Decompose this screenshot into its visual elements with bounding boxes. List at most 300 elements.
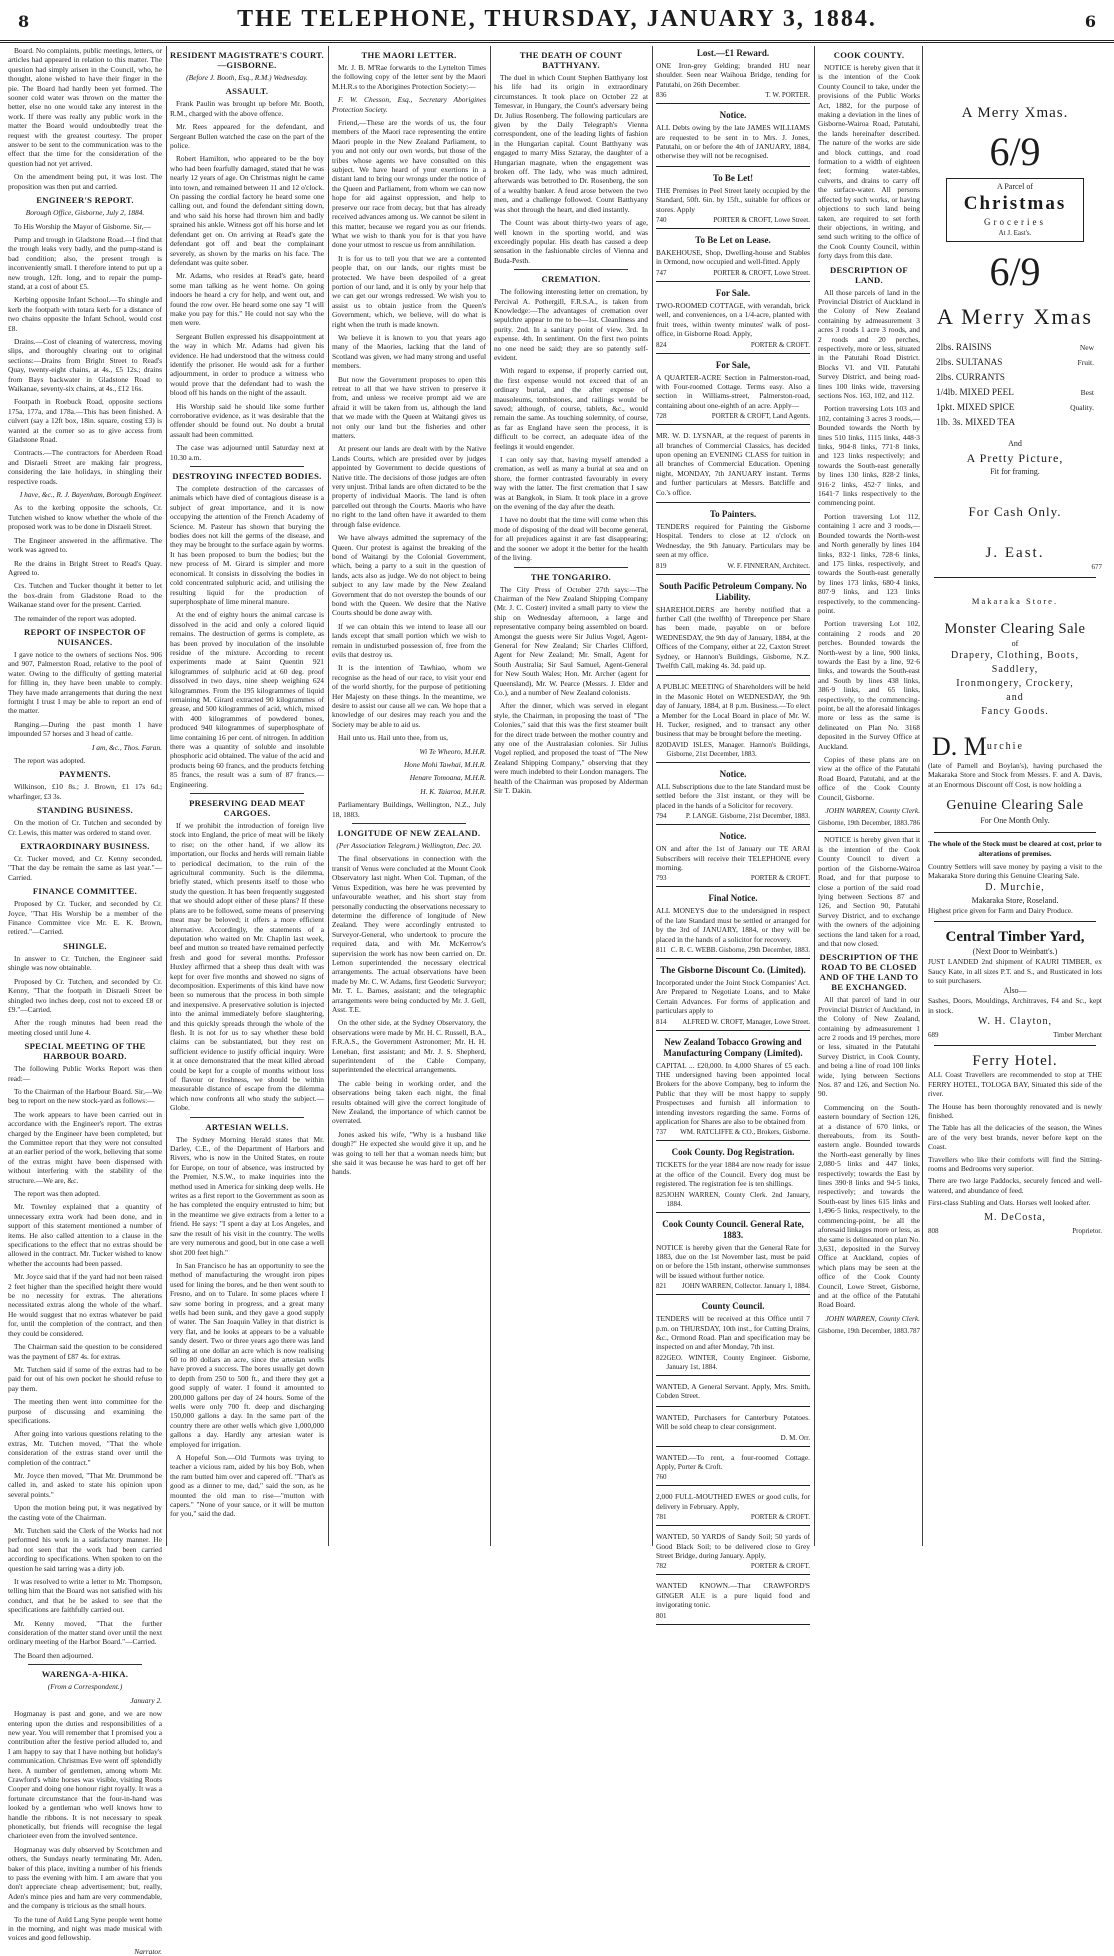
longitude-sub: (Per Association Telegram.) Wellington, Dec. 20. — [336, 841, 482, 851]
divider — [28, 1664, 142, 1665]
maori-address: F. W. Chesson, Esq., Secretary Aborigines Protection Society. — [332, 95, 486, 114]
paragraph: I gave notice to the owners of sections Nos. 906 and 907, Palmerston Road, relative to the pool of water. Owing to the difficulty of getting material for filling in, they have been unable to comply. They have made arrangements that during the next fortnight I trust I may be able to report an end of the matter. — [8, 649, 162, 716]
xmas-item-note: Best — [1080, 388, 1094, 397]
ad-footer — [656, 741, 810, 759]
christmas-label: Christmas — [963, 193, 1067, 214]
inspector-signature: I am, &c., Thos. Faran. — [91, 742, 162, 752]
ad-footer — [656, 216, 810, 225]
wanted-ad — [656, 1532, 810, 1575]
paragraph: Mr. Tutchen said the Clerk of the Works had not performed his work in a satisfactory manner. He had not seen that the work had been carried according to specifications. When spoken to on the question he said tarring was a dirty job. — [8, 1526, 162, 1573]
xmas-item — [936, 400, 1094, 415]
ad-body: BAKEHOUSE, Shop, Dwelling-house and Stables in Ormond, now occupied and well-fitted. Apply — [656, 248, 810, 267]
ad-signature: PORTER & CROFT, Land Agents. — [711, 412, 810, 421]
central-timber-sub: (Next Door to Weinbatt's.) — [972, 947, 1058, 957]
murchie-name: D. Murchie, — [985, 881, 1045, 893]
xmas-item-note: Fruit. — [1077, 358, 1094, 367]
classified-ad — [656, 769, 810, 825]
ad-body: TICKETS for the year 1884 are now ready for issue at the office of the Council. Every dog must be registered. The registration fee is ten shillings. — [656, 1160, 810, 1189]
paragraph: The Engineer answered in the affirmative. The work was agreed to. — [8, 535, 162, 555]
central-timber-title: Central Timber Yard, — [945, 929, 1085, 946]
paragraph: Wi Te Wheoro, M.H.R. — [419, 746, 486, 756]
wanted-body: WANTED.—To rent, a four-roomed Cottage. Apply, Porter & Croft. — [656, 1452, 810, 1471]
finance-heading: FINANCE COMMITTEE. — [32, 886, 138, 897]
ad-footer — [656, 412, 810, 421]
of-label: of — [1011, 639, 1019, 648]
wanted-signature: PORTER & CROFT. — [750, 1513, 810, 1522]
maori-close: Hail unto us. Hail unto thee, from us, — [338, 733, 449, 743]
ad-title: Lost.—£1 Reward. — [696, 48, 770, 58]
ad-title: To Be Let on Lease. — [695, 235, 771, 246]
ad-body: A PUBLIC MEETING of Shareholders will be held in the Masonic Hotel on WEDNESDAY, the 9th day of January, 1884, at 8 p.m. Business.—To elect a Member for the Local Board in place of Mr. W. H. Tucker, resigned, and to transact any other business that may be brought before the meeting. — [656, 682, 810, 739]
warenga-body — [8, 1709, 162, 1943]
ad-separator — [656, 1375, 810, 1376]
paragraph: Mr. Joyce said that if the yard had not been raised 2 feet higher than the specified height there would be no necessity for extras. The alterations necessitated extras along the whole of the wharf. He would suggest that no extras whatever be paid for, until the completion of the contract, and then they could be considered. — [8, 1272, 162, 1338]
paragraph: Mr. Joyce then moved, "That Mr. Drummond be called in, and asked to state his opinion upon several points." — [8, 1470, 162, 1499]
paragraph: Ranging.—During the past month I have impounded 57 horses and 3 head of cattle. — [8, 719, 162, 739]
wanted-ad — [656, 1492, 810, 1526]
ad-signature: ALFRED W. CROFT, Manager, Lowe Street. — [682, 1017, 810, 1026]
column-4 — [494, 46, 648, 1546]
classified-ad — [656, 110, 810, 167]
paragraph: Mr. Adams, who resides at Read's gate, heard some man talking as he went home. On going indoors he heard a cry for help, and went out, and found the row over. He heard some one say "I will make you pay for this." He could not say who the men were. — [170, 271, 324, 328]
paragraph: On the amendment being put, it was lost. The proposition was then put and carried. — [8, 172, 162, 191]
murchie-initials — [924, 733, 1106, 761]
ad-signature: GEO. WINTER, County Engineer. Gisborne, January 1st, 1884. — [666, 1353, 810, 1371]
ad-title: County Council. — [701, 1301, 765, 1312]
xmas-item-qty: 2lbs. SULTANAS — [936, 357, 1003, 367]
classified-ad — [656, 893, 810, 959]
wanted-body: WANTED, Purchasers for Canterbury Potatoes. Will be sold cheap to clear consignment. — [656, 1412, 810, 1432]
paragraph: Mr. Rees appeared for the defendant, and Sergeant Bullen watched the case on the part of the police. — [170, 122, 324, 151]
divider — [514, 567, 628, 568]
ad-footer — [656, 562, 810, 571]
ad-body: TENDERS required for Painting the Gisborne Hospital. Tenders to close at 12 o'clock on Wednesday, the 9th January. Particulars may be seen at my office. — [656, 521, 810, 560]
engineer-report-signature: I have, &c., R. J. Bayenham, Borough Engineer. — [19, 490, 162, 500]
ad-signature: WM. RATCLIFFE & CO., Brokers, Gisborne. — [680, 1128, 810, 1137]
merry-xmas-title-2: A Merry Xmas — [937, 304, 1093, 329]
paragraph: All that parcel of land in our Provincial District of Auckland, in the Colony of New Zealand, containing by admeasurement 1 acre 2 roods and 19 perches, more or less, situated in the Patutahi Survey District, in Cook County, and being a line of road 100 links wide, lying between Sections Nos. 87 and 126, and Section No. 90. — [818, 995, 921, 1099]
paragraph: Sergeant Bullen expressed his disappointment at the way in which Mr. Adams had given his evidence. He had understood that the witness could identify the prisoner. He would ask for a further adjournment, in order to produce a witness who would prove that the defendant had to wash the blood off his hands on the night of the assault. — [170, 331, 324, 398]
paragraph: Pump and trough in Gladstone Road.—I find that the trough leaks very badly, and the pump-stand is bad condition; also, the present trough is inconveniently small. I therefore intend to put up a new trough, 12ft. long, and to repair the pump-stand, at a cost of about £5. — [8, 234, 162, 291]
ad-footer — [656, 341, 810, 350]
ad-footer — [656, 1282, 810, 1291]
wanted-signature: PORTER & CROFT. — [750, 1562, 810, 1571]
display-advertisements — [924, 46, 1106, 1546]
ad-number: 814 — [656, 1017, 667, 1026]
shingle-body — [8, 954, 162, 1037]
ad-number: 794 — [656, 812, 667, 821]
paragraph: Proposed by Cr. Tutchen, and seconded by Cr. Kenny, "That the footpath in Disraeli Street be shingled two inches deep, cost not to exceed £8 or £9."—Carried. — [8, 976, 162, 1014]
paragraph: After going into various questions relating to the extras, Mr. Tutchen moved, "That the whole consideration of the extras stand over until the completion of the contract." — [8, 1429, 162, 1467]
goods-line: Ironmongery, Crockery, — [956, 678, 1074, 689]
ad-title: Cook County Council. General Rate, 1883. — [662, 1218, 804, 1240]
ad-number: 820 — [656, 740, 667, 749]
timber-description: JUST LANDED 2nd shipment of KAURI TIMBER, ex Saucy Kate, in all sizes P.T. and S., and Rusticated in lots to suit purchasers. — [928, 957, 1102, 986]
produce-note: Highest price given for Farm and Dairy Produce. — [928, 905, 1073, 915]
ad-title: New Zealand Tobacco Growing and Manufacturing Company (Limited). — [663, 1036, 803, 1058]
goods-line: Saddlery, — [991, 664, 1039, 675]
ad-number: 821 — [656, 1282, 667, 1291]
cremation-body — [494, 287, 648, 562]
paragraph: In San Francisco he has an opportunity to see the method of manufacturing the wrought iron pipes used for lining the bores, and he then went south to Fresno, and on to Tulare. In some places where I saw some boring in progress, and a great many wells had been sunk, and they gave a good supply of water. The San Joaquin Valley in that district is very flat, and he looks at appears to be a valuable sandy desert. Two or three years ago there was land selling at one dollar an acre which is now realising 60 to 80 dollars an acre, since the artesian wells have proved a success. The bores usually get down to depth from 250 to 500 ft., and there they get a good supply of water. I found it amounted to 200,000 gallons per day of 24 hours. Some of the wells were only 700 ft. deep and discharging 150,000 gallons a day. In the same part of the country there are other wells which give 1,000,000 gallons a day. Hardly any artesian water is employed for irrigation. — [170, 1260, 324, 1449]
jones-body: Jones asked his wife, "Why is a husband like dough?" He expected she would give it up, and he was going to tell her that a woman needs him; but she said it was because he was hard to get off her hands. — [332, 1129, 486, 1177]
ad-separator — [656, 424, 810, 425]
ad-signature: W. F. FINNERAN, Architect. — [727, 561, 810, 570]
ad-title: For Sale. — [715, 287, 751, 298]
ferry-paragraph: There are two large Paddocks, securely fenced and well-watered, and abundance of feed. — [928, 1176, 1102, 1195]
paragraph: If we prohibit the introduction of foreign live stock into England, the price of meat will be likely to rise; on the other hand, if we allow its importation, our flocks and herds will remain liable to periodical decimation, to the ruin of the agricultural community. Such is the dilemma, briefly stated, which presents itself to those who study the question. It has been frequently suggested that we should adopt either of these plans? If these plans are to be followed, some means of preserving meat may be beloved; it offers a more efficient alternative. Accordingly, the statements of a deputation who waited on Mr. Chaplin last week, beef and mutton so treated have remained perfectly fresh and good for several months. Professor Huxley affirmed that a sheep thus dealt with was kept for over five months and showed no signs of decomposition. Experiments of this kind have now been so numerous that the process in both simple and inexpensive. A preservative solution is injected into the animal immediately before slaughtering, and this quickly spreads through the whole of the flesh. It is not for us to say whether these bold claims can be substantiated, but they rest on sufficient evidence to justify official inquiry. Were it at once demonstrated that the meat killed abroad could be kept for a couple of months without loss of flavour or freshness, we should be within measurable distance of escape from the dilemma which now confronts all who study the subject.—Globe. — [170, 821, 324, 1113]
paragraph: The duel in which Count Stephen Batthyany lost his life had its origin in extraordinary circumstances. It took place on October 22 at Temesvar, in Hungary, the Count's adversary being Dr. Julius Rosenberg. The following particulars are given by the Daily Telegraph's Vienna correspondent, one of the leading lights of fashion in the Hungarian capital. Count Batthyany was engaged to marry Miss Sztaray, the daughter of a Hungarian magnate, when the engagement was broken off. The lady, who was much admired, afterwards was betrothed to Dr. Rosenberg, the son of a wealthy banker. A feud arose between the two men, and a challenge followed. Count Batthyany was shot through the heart, and died instantly. — [494, 73, 648, 214]
engineer-report-heading: ENGINEER'S REPORT. — [36, 195, 134, 206]
ad-separator — [656, 886, 810, 887]
at-east-label: At J. East's. — [998, 229, 1032, 237]
engineer-report-body — [8, 222, 162, 487]
ad-separator — [656, 1574, 810, 1575]
paragraph: Re the drains in Bright Street to Read's Quay. Agreed to. — [8, 558, 162, 577]
ad-separator — [656, 1030, 810, 1031]
column-6-cook-county — [818, 46, 920, 1546]
cook-county-heading: COOK COUNTY. — [833, 50, 905, 60]
column-rule — [490, 46, 491, 1546]
ferry-hotel-body — [924, 1070, 1106, 1207]
paragraph: Robert Hamilton, who appeared to be the boy who had been fearfully damaged, stated that he was nearly 12 years of age. On Christmas night he came into town, and remained between 11 and 12 o'clock. On passing the cordial factory he heard some one calling out, and found the defendant sitting down, and who said his horse had thrown him and badly sprained his ankle. Witness got off his horse and let defendant get on. On arriving at Read's gate the defendant got off and beat the complainant severely, as shown by the marks on his face. The defendant was quite sober. — [170, 154, 324, 267]
ad-title: To Be Let! — [712, 172, 754, 183]
paragraph: Portion traversing Lots 103 and 102, containing 3 acres 3 roods,—Bounded towards the North by lines 510 links, 1115 links, 448·3 links, 904·8 links, 771·8 links, and 123 links respectively; and towards the South-east generally by lines 130 links, 828·2 links, 916·2 links, 452·7 links, and 1641·7 links respectively to the commencing point. — [818, 404, 920, 508]
ad-separator — [656, 1212, 810, 1213]
paragraph: With regard to expense, if properly carried out, the first expense would not exceed that of an ordinary burial, and the after expense of mausoleums, tombstones, and railings would be saved; although, of course, tablets, &c., would remain the same. As touching solemnity, of course, as far as England have seen the process, it is difficult to be correct, an adequate idea of the feelings it would engender. — [494, 366, 648, 451]
paragraph: It is for us to tell you that we are a contented people that, on our lands, our rights must be protected. We have been despoiled of a great portion of our land, and it is only by your help that we can get our wrongs redressed. We wish you to assist us to obtain justice from the Queen's Government, which, we believe, will do what is right when the truth is made known. — [332, 253, 486, 329]
xmas-item-qty: 2lbs. RAISINS — [936, 342, 992, 352]
land-description-2 — [818, 995, 920, 1309]
ad-title: The Gisborne Discount Co. (Limited). — [660, 964, 806, 975]
murchie-initials-letters: D. M — [932, 732, 987, 761]
ad-separator — [656, 824, 810, 825]
paragraph: The remainder of the report was adopted. — [14, 613, 137, 623]
classified-ad — [656, 235, 810, 282]
divider — [352, 823, 466, 824]
ad-footer — [656, 812, 810, 821]
ad-separator — [656, 675, 810, 676]
xmas-item — [936, 355, 1094, 370]
paragraph: The following interesting letter on cremation, by Percival A. Pothergill, F.R.S.A., is taken from Knowledge:—The advantages of cremation over sepulchre appear to me to be—1st. Cleanliness and purity. 2nd. In a sanitary point of view. 3rd. In expense. 4th. In sentiment. On the first two points no one need be said; they are so patently self-evident. — [494, 287, 648, 362]
ferry-paragraph: The House has been thoroughly renovated and is newly finished. — [928, 1101, 1102, 1120]
ad-number: 793 — [656, 874, 667, 883]
ad-footer — [656, 91, 810, 100]
paragraph: After the rough minutes had been read the meeting closed until June 4. — [8, 1018, 162, 1037]
paragraph: Copies of these plans are on view at the office of the Patutahi Road Board, Patutahi, and at the office of the Cook County Council, Gisborne. — [818, 755, 920, 802]
xmas-item-list — [936, 340, 1094, 430]
paragraph: Hone Mohi Tawhai, M.H.R. — [403, 760, 486, 770]
ad-footer — [656, 1191, 810, 1209]
paragraph: His Worship said he should like some further corroborative evidence, as it was desirable that the offender should be found out. No doubt a brutal assault had been committed. — [170, 401, 324, 439]
finance-body: Proposed by Cr. Tucker, and seconded by Cr. Joyce, "That His Worship be a member of the Finance Committee vice Mr. E. K. Brown, retired."—Carried. — [8, 899, 162, 937]
death-heading: THE DEATH OF COUNT BATTHYANY. — [519, 50, 623, 70]
paragraph: The cable being in working order, and the observations being taken each night, the final results obtained will give the correct longitude of New Zealand, the importance of which cannot be overrated. — [332, 1078, 486, 1126]
paragraph: Portion traversing Lot 102, containing 2 roods and 20 perches. Bounded towards the North-west by a line, 900 links, towards the East by a line, 92·6 links, and towards the South-east and South by lines 438 links, 386·9 links, and 65 links, respectively, to the commencing-point, be all the aforesaid linkages more or less as the same is delineated on Plan No. 3168 deposited in the Survey Office at Auckland. — [818, 619, 920, 751]
assault-heading: ASSAULT. — [225, 86, 269, 97]
paragraph: The Board then adjourned. — [14, 1650, 94, 1660]
cremation-heading: CREMATION. — [541, 274, 601, 285]
paragraph: In answer to Cr. Tutchen, the Engineer said shingle was now obtainable. — [8, 953, 162, 973]
classified-ad — [656, 1301, 810, 1376]
parcel-price-2: 6/9 — [989, 249, 1041, 294]
ad-signature: P. LANGE. Gisborne, 21st December, 1883. — [685, 812, 810, 821]
paragraph: The following Public Works Report was then read:— — [8, 1064, 162, 1083]
classified-ad — [656, 288, 810, 354]
col1-intro — [8, 46, 162, 191]
ad-signature: PORTER & CROFT. — [750, 874, 810, 883]
ad-signature: T. W. PORTER. — [765, 91, 810, 100]
paragraph: We believe it is known to you that years ago many of the Maories, lacking that the land of Scotland was given, we had many strong and useful members. — [332, 332, 486, 371]
paragraph: Portion traversing Lot 112, containing 1 acre and 3 roods,—Bounded towards the North-west and North generally by lines 104 links, 832·1 links, 728·6 links, and 175 links, respectively, and towards the South-east generally by lines 173 links, 680·4 links, 807·9 links, and 123 links respectively, to the commencing-point. — [818, 511, 920, 615]
maori-heading: THE MAORI LETTER. — [361, 50, 457, 60]
ad-body: TWO-ROOMED COTTAGE, with verandah, brick well, and conveniences, on a 1/4-acre, planted with fruit trees, within twenty minutes' walk of post-office, in Gisborne Road. Apply, — [656, 300, 810, 339]
maori-intro: Mr. J. B. M'Rae forwards to the Lyttelton Times the following copy of the letter sent by the Maori M.H.R.s to the Aborigines Protection Society:— — [332, 63, 486, 91]
classified-ad — [656, 965, 810, 1031]
paragraph: The Sydney Morning Herald states that Mr. Darley, C.E., of the Department of Harbors and Rivers, who is now in the United States, en route for Europe, on tour of absence, was instructed by the Premier, N.S.W., to make inquiries into the method used in America for sinking deep wells. He writes as a first report to the Government as soon as he has completed the enquiry entrusted to him; but in the meantime we give extracts from a letter to a friend. He says: "I spent a day at Los Angeles, and saw the result of his visit in the country. The wells are very numerous and good, but in one case a well shot 200 feet high." — [170, 1134, 324, 1257]
ad-separator — [656, 228, 810, 229]
paragraph: We have always admitted the supremacy of the Queen. Our protest is against the breaking of the bond of Waitangi by the Colonial Government, which, being a party to a suit in the question of lands, acts also as judge. We do not object to being subject to any law made by the New Zealand Government that do not overstep the bounds of our bond with the Queen. We desire that the Native Courts should be done away with. — [332, 533, 486, 618]
extra-body: Cr. Tucker moved, and Cr. Kenny seconded, "That the day be remain the same as last year."—Carried. — [8, 854, 162, 882]
ad-separator — [656, 1624, 810, 1625]
murchie-description: (late of Parnell and Boylan's), having purchased the Makaraka Store and Stock from Messrs. F. and A. Davis, at an Enormous Discount off Cost, is now holding a — [928, 761, 1102, 789]
payments-body: Wilkinson, £10 8s.; J. Brown, £1 17s 6d.; wharfinger, £3 3s. — [8, 782, 162, 801]
cook-county-notice-1: NOTICE is hereby given that it is the intention of the Cook County Council to take, under the provisions of the Public Works Act, 1882, for the purpose of making a deviation in the lines of Gisborne-Wairoa Road, Patutahi, the lands hereinafter described. The nature of the works are side and block cuttings, and road formation to a width of eighteen feet; forming water-tables, culverts, and drains to carry off the surface-water. All persons affected by such works, or having objections to such land being taken, are required to set forth their objections, in writing, and send such writing to the office of the Cook County Council, within forty days from this date. — [818, 63, 920, 261]
classified-ad — [656, 1147, 810, 1212]
also-label: Also— — [1003, 986, 1027, 996]
paragraph: The case was adjourned until Saturday next at 10.30 a.m. — [170, 443, 324, 462]
paragraph: The final observations in connection with the transit of Venus were concluded at the Mount Cook Observatory last night. When Col. Tupman, of the Venus Expedition, was here he was prevented by unfavourable weather, and his short stay from personally conducting the observations necessary to determine the difference of longitude of New Zealand. They were accordingly entrusted to Surveyor-General, who undertook to procure the required data, and with Mr. McKerrow's supervision the work has now been carried on. Dr. Lemon superintended the necessary electrical arrangements. The actual observations have been made by Mr. C. W. Adams, first Geodetic Surveyor; Mr. T. L. Barnes, assistant; and the telegraphic arrangements were being conducted by Mr. J. Gell, Asst. T.E. — [332, 854, 486, 1014]
ad-separator — [656, 1525, 810, 1526]
longitude-body — [332, 854, 486, 1125]
xmas-item — [936, 415, 1094, 430]
one-month-label: For One Month Only. — [980, 816, 1050, 826]
preserving-body — [170, 821, 324, 1113]
divider — [514, 269, 628, 270]
column-2 — [170, 46, 324, 1546]
ad-number: 825 — [656, 1190, 667, 1199]
wanted-ad — [656, 1382, 810, 1407]
paragraph: Board. No complaints, public meetings, letters, or articles had appeared in relation to this matter. The question had simply arisen in the Council, who, he thought, alone wished to have their finger in the pie. The Board had hardly been yet formed. The sooner cold water was thrown on the matter the better, else no one would take any interest in the work. If there was really any public work in the matter the Board would undoubtedly treat the request with the greatest courtesy. The proper answer to be sent to the communication was to the effect that the time for the consideration of the question had not yet arrived. — [8, 46, 162, 168]
ad-number: 747 — [656, 268, 667, 277]
ad-title: Notice. — [719, 110, 747, 121]
parcel-price: 6/9 — [989, 129, 1041, 174]
classified-ad — [656, 682, 810, 762]
columns — [8, 46, 1106, 1956]
notice-1-date: Gisborne, 19th December, 1883. — [818, 819, 910, 828]
ad-body: ON and after the 1st of January our TE ARAI Subscribers will receive their TELEPHONE every morning. — [656, 844, 810, 872]
maori-body — [332, 118, 486, 729]
paragraph: I can only say that, having myself attended a cremation, as well as many a burial at sea and on shore, the former contrasted favourably in every way with the latter. The first cremation that I saw was at Bangkok, in Siam. It took place in a grove on the evening of the day after the death. — [494, 455, 648, 512]
paragraph: To His Worship the Mayor of Gisborne. Sir,— — [14, 221, 152, 231]
shingle-heading: SHINGLE. — [63, 940, 107, 951]
ad-separator — [656, 1140, 810, 1141]
paragraph: Mr. Townley explained that a quantity of unnecessary extra work had been done, and in support of this statement mentioned a number of items. He also called attention to a clause in the specifications to the effect that no extras should be allowed in the contract. Mr. Tucker wished to know whether the accounts had been passed. — [8, 1202, 162, 1268]
ad-separator — [656, 1485, 810, 1486]
ad-separator — [934, 577, 1096, 578]
ad-body: TENDERS will be received at this Office until 7 p.m. on THURSDAY, 10th inst., for Cutting Drains, &c., Ormond Road. Plan and specification may be inspected on and after Monday, 7th inst. — [656, 1314, 810, 1352]
harbour-heading: SPECIAL MEETING OF THE HARBOUR BOARD. — [24, 1041, 146, 1062]
paragraph: It is the intention of Tawhiao, whom we recognise as the head of our race, to visit your end of the world shortly, for the purpose of petitioning Her Majesty on these things. In the meantime, we desire to assist our cause all we can. We hope that a knowledge of our desires may reach you and the Society may be able to aid us. — [332, 663, 486, 729]
ad-body: A QUARTER-ACRE Section in Palmerston-road, with Four-roomed Cottage. Terms easy. Also a section in Williams-street, Palmerston-road, containing about one-eighth of an acre. Apply— — [656, 372, 810, 410]
paragraph: As to the kerbing opposite the schools, Cr. Tutchen wished to know whether the whole of the proposed work was to be done in Disraeli Street. — [8, 503, 162, 532]
proprietor-name: M. DeCosta, — [984, 1211, 1046, 1223]
ad-body: THE Premises in Peel Street lately occupied by the Standard, 50ft. 6in. by 15ft., suitable for offices or stores. Apply — [656, 185, 810, 214]
divider — [190, 1117, 304, 1118]
ad-separator — [818, 831, 920, 832]
county-clerk-signature-2: JOHN WARREN, County Clerk. — [825, 1313, 920, 1323]
ad-separator — [656, 1406, 810, 1407]
preserving-heading: PRESERVING DEAD MEAT CARGOES. — [189, 798, 305, 819]
goods-line: Fancy Goods. — [981, 706, 1049, 717]
xmas-item-note: New — [1079, 343, 1094, 352]
ad-body: MR. W. D. LYSNAR, at the request of parents in all branches of Commercial Classics, has decided upon opening an EVENING CLASS for tuition in all branches of Commercial Education. Opening night, MONDAY, 7th JANUARY instant. Terms and further particulars at Messrs. Batcliffe and Co.'s office. — [656, 431, 810, 497]
cook-county-notice-2: NOTICE is hereby given that it is the intention of the Cook County Council to divert a portion of the Gisborne-Wairoa Road, and for that purpose to close a portion of the said road lying between Sections 87 and 126, and Section 90, Patutahi Survey District, and to exchange with the owners of the adjoining sections the land taken for a road, and that now closed. — [818, 835, 920, 948]
groceries-label: Groceries — [984, 217, 1046, 227]
harbour-body — [8, 1064, 162, 1660]
warenga-heading: WARENGA-A-HIKA. — [41, 1669, 129, 1680]
column-1 — [8, 46, 162, 1956]
discussion-body — [8, 503, 162, 622]
ad-footer — [656, 1018, 810, 1027]
ad-signature: JOHN WARREN, Collector. January 1, 1884. — [682, 1282, 810, 1291]
ferry-ad-number: 808 — [928, 1226, 939, 1235]
ferry-footer — [928, 1227, 1102, 1235]
ad-number: 811 — [656, 945, 667, 954]
classified-ad — [656, 581, 810, 677]
ad-separator — [656, 502, 810, 503]
longitude-heading: LONGITUDE OF NEW ZEALAND. — [337, 828, 481, 839]
engineer-report-dateline: Borough Office, Gisborne, July 2, 1884. — [25, 208, 145, 218]
masthead-title: THE TELEPHONE, THURSDAY, JANUARY 3, 1884. — [237, 6, 877, 32]
wanted-number: 782 — [656, 1562, 667, 1571]
road-closed-heading: DESCRIPTION OF THE ROAD TO BE CLOSED AND OF THE LAND TO BE EXCHANGED. — [819, 952, 919, 993]
paragraph: Drains.—Cost of cleaning of watercress, moving slips, and thoroughly clearing out to original sections:—Drains from Bright Street to Read's Quay, twenty-eight chains, at 4s., £5 12s.; drains from Bays backwater in Gladstone Road to Waikanae, seventy-six chains, at 4s., £12 16s. — [8, 336, 162, 393]
xmas-item — [936, 385, 1094, 400]
ferry-paragraph: Travellers who like their comforts will find the Sitting-rooms and Bedrooms very superior. — [928, 1154, 1102, 1173]
parcel-of-label: A Parcel of — [997, 182, 1033, 191]
warenga-sub: (From a Correspondent.) — [47, 1682, 123, 1692]
murchie-address: Makaraka Store, Roseland. — [971, 895, 1059, 905]
ad-body: CAPITAL ... £20,000. In 4,000 Shares of £5 each. THE undersigned having been appointed local Brokers for the above Company, beg to inform the Public that they will be most happy to supply Prospectuses and furnish all information to intending investors regarding the same. Forms of application for Shares are also to be obtained from — [656, 1060, 810, 1126]
paragraph: The Count was about thirty-two years of age, well known in the sporting world, and was exceedingly popular. His death has caused a deep sensation in the fashionable circles of Vienna and Buda-Pesth. — [494, 218, 648, 265]
j-east-signature: J. East. — [985, 545, 1045, 561]
xmas-item-note: Quality. — [1070, 403, 1094, 412]
genuine-sale-title: Genuine Clearing Sale — [946, 798, 1084, 814]
wanted-body: WANTED KNOWN.—That CRAWFORD'S GINGER ALE is a pure liquid food and invigorating tonic. — [656, 1581, 810, 1610]
wanted-number: 801 — [656, 1611, 667, 1620]
inspector-adopted: The report was adopted. — [14, 756, 86, 765]
destroying-body — [170, 484, 324, 789]
paragraph: The report was then adopted. — [14, 1189, 100, 1198]
paragraph: Hogmanay was duly observed by Scotchmen and others, the Sundays nearly terminating Mr. Aden, baker of this place, inviting a number of his friends to pass the evening with him. I am aware that you don't appreciate cheap advertisement; but, really, Aden's mince pies and ham are very commendable, and the company is tricious as the small hours. — [8, 1844, 162, 1911]
monster-sale-title: Monster Clearing Sale — [944, 621, 1086, 637]
ad-separator — [656, 353, 810, 354]
paragraph: Mr. Tutchen said if some of the extras had to be paid for out of his own pocket he should refuse to pay them. — [8, 1364, 162, 1393]
xmas-item-qty: 1/4lb. MIXED PEEL — [936, 387, 1014, 397]
clayton-title: Timber Merchant — [1053, 1031, 1102, 1040]
wanted-number: 781 — [656, 1513, 667, 1522]
murchie-initials-rest: urchie — [986, 741, 1024, 752]
paragraph: To the Chairman of the Harbour Board. Sir,—We beg to report on the new stock-yard as follows:— — [8, 1086, 162, 1106]
classified-ad — [656, 831, 810, 887]
clayton-footer — [928, 1031, 1102, 1039]
classified-ad — [656, 360, 810, 426]
cash-only-label: For Cash Only. — [968, 504, 1062, 519]
ad-footer — [656, 1128, 810, 1137]
xmas-item-qty: 2lbs. CURRANTS — [936, 372, 1005, 382]
extra-heading: EXTRAORDINARY BUSINESS. — [20, 841, 150, 852]
column-rule — [328, 46, 329, 1546]
ad-body: SHAREHOLDERS are hereby notified that a further Call (the twelfth) of Threepence per Share has been made, payable on or before WEDNESDAY, the 9th day of January, 1884, at the Offices of the Company, either at 22, Caxton Street Sydney, or Hannon's Buildings, Gisborne, N.Z. Twelfth Call, making 4s. 3d. paid up. — [656, 604, 810, 671]
wanted-ad — [656, 1453, 810, 1487]
paragraph: On the other side, at the Sydney Observatory, the observations were made by Mr. H. C. Russell, B.A., F.R.A.S., the Government Astronomer; Mr. H. H. Lenehan, first assistant; and Mr. J. S. Shepherd, superintendent of the Cable Company, superintended the electrical arrangements. — [332, 1018, 486, 1075]
maori-signatories — [332, 747, 486, 797]
paragraph: But now the Government proposes to open this retreat to all that we have striven to preserve it from, and unless we receive prompt aid we are afraid it will be taken from us, although the land that we made with the Queen at Waitangi gives us not only our land but the fisheries and other matters. — [332, 374, 486, 441]
paragraph: Mr. Kenny moved, "That the further consideration of the matter stand over until the next ordinary meeting of the Harbor Board."—Carried. — [8, 1618, 162, 1647]
death-body — [494, 73, 648, 265]
ad-number: 740 — [656, 216, 667, 225]
resident-heading: RESIDENT MAGISTRATE'S COURT.—GISBORNE. — [170, 50, 324, 70]
ad-separator — [656, 574, 810, 575]
goods-line: and — [1006, 692, 1024, 703]
paragraph: Crs. Tutchen and Tucker thought it better to let the box-drain from Gladstone Road to the Waikanae stand over for the present. Carried. — [8, 581, 162, 610]
resident-sub: (Before J. Booth, Esq., R.M.) Wednesday. — [186, 73, 308, 82]
merry-xmas-title: A Merry Xmas. — [961, 105, 1069, 121]
paragraph: Commencing on the South-eastern boundary of Section 126, at a distance of 670 links, or thereabouts, from its South-eastern angle. Bounded towards the North-east generally by lines 2,080·5 links and 447 links, respectively; towards the East by lines 390·8 links and 94·5 links, respectively; and towards the South-east by lines 615 links and 1,496·5 links, respectively, to the commencing-point, be all the aforesaid linkages more or less, as the same is delineated on plan No. 3,631, deposited in the Survey Office at Auckland, copies of which plans may be seen at the office of the Cook County Council, Lowe Street, Gisborne, and at the office of the Patutahi Road Board. — [818, 1102, 920, 1310]
land-description-1 — [818, 288, 920, 803]
page-number-right: 6 — [1084, 12, 1096, 31]
paragraph: Friend,—These are the words of us, the four members of the Maori race representing the entire Maori people in the New Zealand Parliament, to you and not only our own words, but those of the tribes whose agents we have consulted on this subject. We have heard of your exertions in a distant land to bring our wrongs under the notice of the Queen and Parliament, from whom we can now hope for aid against oppression, and help to preserve our race from decay, but that has already received advances among us. We cannot be silent in this matter, because we regard you as our friends. What we wish to thank you for is that you have done your utmost to rescue us from annihilation. — [332, 118, 486, 250]
ad-footer — [656, 946, 810, 955]
paragraph: The meeting then went into committee for the purpose of discussing and examining the specifications. — [8, 1397, 162, 1425]
classified-ad — [656, 509, 810, 575]
ad-number: 728 — [656, 412, 667, 421]
paragraph: At the end of eighty hours the animal carcase is dissolved in the acid and only a colored liquid remains. The destruction of germs is complete, as has been proved by inoculation of the insoluble residue of the mixture. According to recent experiments made at Saint Quentin 921 kilogrammes of sulphuric acid at 60 deg. proof dissolved in two days, nine sheep weighing 624 kilogrammes. From the 195 kilogrammes of liquid remaining M. Girard extracted 90 kilogrammes of grease, and 500 kilogrammes of acid, which, mixed with 400 kilogrammes of powdered bones, produced 940 kilogrammes of superphosphate of lime containing 16 per cent. of nitrogen. In addition there was a quantity of soluble and insoluble phosphoric acid obtained. The value of the acid and products being 60 francs, and the products fetching 85 francs, the result was a sum of 87 francs.—Engineering. — [170, 610, 324, 789]
ad-signature: C. R. C. WEBB. Gisborne, 29th December, 1883. — [670, 945, 810, 954]
ad-title: For Sale, — [715, 359, 751, 370]
christmas-parcel-box — [946, 178, 1084, 242]
inspector-heading: REPORT OF INSPECTOR OF NUISANCES. — [24, 626, 146, 647]
classified-ad — [656, 1037, 810, 1142]
ad-signature: PORTER & CROFT, Lowe Street. — [713, 268, 810, 277]
ad-title: Notice. — [719, 768, 747, 779]
ferry-paragraph: ALL Coast Travellers are recommended to stop at THE FERRY HOTEL, TOLOGA BAY, Situated this side of the river. — [928, 1070, 1102, 1099]
ad-signature: PORTER & CROFT. — [750, 340, 810, 349]
artesian-body — [170, 1135, 324, 1449]
column-rule — [814, 46, 815, 1546]
destroying-heading: DESTROYING INFECTED BODIES. — [172, 471, 322, 482]
ad-body: Incorporated under the Joint Stock Companies' Act. Are Prepared to Negotiate Loans, and to Make Certain Advances. For forms of application and particulars apply to — [656, 977, 810, 1016]
ad-footer — [656, 1354, 810, 1372]
wanted-ad — [656, 1581, 810, 1624]
tongariro-body — [494, 585, 648, 796]
wanted-body: WANTED, 50 YARDS of Sandy Soil; 50 yards of Good Black Soil; to be delivered close to Grey Street Bridge, during January. Apply, — [656, 1532, 810, 1560]
ad-signature: JOHN WARREN, County Clerk. 2nd January, 1884. — [666, 1190, 810, 1208]
ferry-hotel-title: Ferry Hotel. — [972, 1053, 1058, 1070]
county-clerk-signature-1: JOHN WARREN, County Clerk. — [825, 806, 920, 816]
paragraph: The complete destruction of the carcasses of animals which have died of contagious disease is a subject of great importance, and it is now occupying the attention of the French Academy of Science. M. Pasteur has shown that burying the bodies does not kill the germs of the disease, and they may be brought to the surface again by worms. It has been proposed to burn the bodies; but the new process of M. Girard is simpler and more economical. It consists in dissolving the bodies in cold concentrated sulphuric acid, and utilising the resulting liquid for the production of superphosphate of lime mineral manure. — [170, 484, 324, 606]
resident-body — [170, 99, 324, 462]
notice-1-number: 786 — [909, 819, 920, 828]
divider — [190, 793, 304, 794]
ad-title: Notice. — [719, 831, 747, 842]
notice-2-date: Gisborne, 19th December, 1883. — [818, 1327, 910, 1336]
ad-signature: PORTER & CROFT, Lowe Street. — [713, 216, 810, 225]
column-rule — [652, 46, 653, 1546]
proprietor-title: Proprietor. — [1072, 1226, 1102, 1235]
wanted-footer — [656, 1434, 810, 1443]
